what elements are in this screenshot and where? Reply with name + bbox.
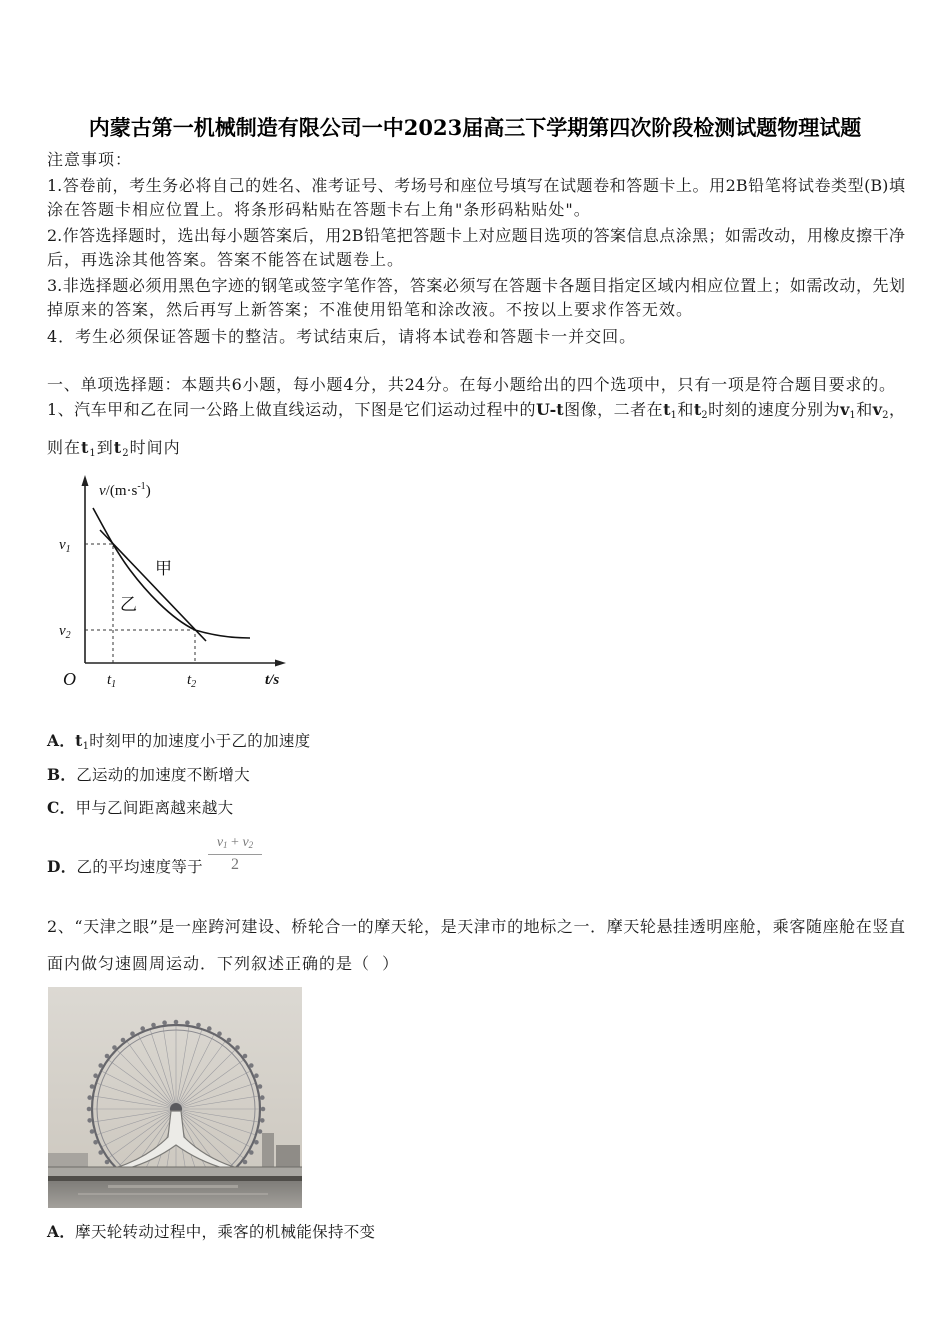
graph-y-axis-arrow xyxy=(82,475,89,486)
q1-option-a-sub: 1 xyxy=(82,741,90,752)
velocity-time-graph xyxy=(55,470,300,695)
wheel-gondola xyxy=(235,1045,240,1050)
q1-option-d xyxy=(47,857,203,877)
q2-stem-line-2: 面内做匀速圆周运动．下列叙述正确的是（ ） xyxy=(47,954,400,973)
wheel-gondola xyxy=(196,1023,201,1028)
q1-option-b-label: B． xyxy=(47,765,77,784)
wheel-gondola xyxy=(254,1140,259,1145)
q1-stem-var: v xyxy=(872,400,883,419)
q1-stem-sub: 1 xyxy=(670,410,677,421)
q1-stem-text: 和 xyxy=(855,400,873,419)
wheel-gondola xyxy=(121,1038,126,1043)
section-heading-single-choice: 一、单项选择题：本题共6小题，每小题4分，共24分。在每小题给出的四个选项中，只有一项是符合题目要求的。 xyxy=(47,375,895,394)
q2-option-a-text: 摩天轮转动过程中，乘客的机械能保持不变 xyxy=(75,1223,376,1241)
wheel-gondola xyxy=(112,1045,117,1050)
photo-building-tower xyxy=(262,1133,274,1169)
numerator-var: v xyxy=(216,835,224,850)
q1-stem-text: 到 xyxy=(96,438,114,457)
wheel-gondola xyxy=(174,1020,179,1025)
q1-option-b-text: 乙运动的加速度不断增大 xyxy=(76,766,251,784)
q2-stem-line-1: 2、“天津之眼”是一座跨河建设、桥轮合一的摩天轮，是天津市的地标之一．摩天轮悬挂透明座舱，乘客随座舱在竖直 xyxy=(47,917,905,936)
q1-option-d-label: D． xyxy=(47,857,77,876)
notice-item-3-line-2: 掉原来的答案，然后再写上新答案；不准使用铅笔和涂改液。不按以上要求作答无效。 xyxy=(47,300,694,319)
graph-t2-label xyxy=(187,672,196,690)
q1-stem-line-2 xyxy=(47,438,181,458)
graph-v2-var: v xyxy=(59,623,66,639)
notice-item-1-line-2: 涂在答题卡相应位置上。将条形码粘贴在答题卡右上角"条形码粘贴处"。 xyxy=(47,200,591,219)
q1-stem-var: U-t xyxy=(535,400,564,419)
wheel-gondola xyxy=(261,1107,266,1112)
wheel-gondola xyxy=(87,1095,92,1100)
bridge-shadow xyxy=(48,1176,302,1181)
graph-t2-var: t xyxy=(187,672,192,688)
graph-v2-label xyxy=(59,623,71,641)
q1-option-c-text: 甲与乙间距离越来越大 xyxy=(75,799,234,817)
graph-t1-label xyxy=(107,672,116,690)
graph-y-axis-label xyxy=(99,481,151,499)
wheel-gondola xyxy=(185,1020,190,1025)
wheel-gondola xyxy=(90,1129,95,1134)
fraction-numerator xyxy=(208,834,262,855)
q1-stem-var: t xyxy=(113,438,123,457)
river-reflection xyxy=(78,1193,268,1195)
wheel-gondola xyxy=(87,1118,92,1123)
wheel-gondola xyxy=(227,1038,232,1043)
wheel-gondola xyxy=(258,1084,263,1089)
q1-stem-sub: 1 xyxy=(89,448,97,459)
wheel-gondola xyxy=(105,1054,110,1059)
notice-heading: 注意事项： xyxy=(47,150,133,169)
q1-stem-text: ， xyxy=(888,400,905,419)
wheel-gondola xyxy=(249,1150,254,1155)
q1-stem-sub: 2 xyxy=(701,410,708,421)
graph-y-axis-unit: /(m·s xyxy=(105,483,138,499)
numerator-sub: 2 xyxy=(248,840,254,850)
wheel-gondola xyxy=(217,1031,222,1036)
q1-stem-text: 时间内 xyxy=(129,438,181,457)
wheel-gondola xyxy=(87,1107,92,1112)
numerator-var: v xyxy=(242,835,249,850)
q1-stem-sub: 2 xyxy=(122,448,130,459)
wheel-gondola xyxy=(243,1160,248,1165)
graph-v1-sub: 1 xyxy=(65,544,71,555)
q1-stem-text: 1、汽车甲和乙在同一公路上做直线运动，下图是它们运动过程中的 xyxy=(47,400,536,419)
numerator-plus: + xyxy=(227,835,243,850)
q1-stem-var: t xyxy=(693,400,702,419)
notice-item-2-line-2: 后，再选涂其他答案。答案不能答在试题卷上。 xyxy=(47,250,405,269)
q1-option-c xyxy=(47,798,233,818)
graph-t1-var: t xyxy=(107,672,112,688)
q1-stem-text: 和 xyxy=(676,400,694,419)
notice-item-2-line-1: 2.作答选择题时，选出每小题答案后，用2B铅笔把答题卡上对应题目选项的答案信息点涂黑；如需改动，用橡皮擦干净 xyxy=(47,226,905,245)
ferris-wheel-photo xyxy=(48,987,302,1208)
graph-label-yi: 乙 xyxy=(120,595,137,614)
page-title: 内蒙古第一机械制造有限公司一中2023届高三下学期第四次阶段检测试题物理试题 xyxy=(88,115,862,140)
q1-option-b xyxy=(47,765,250,785)
notice-item-1-line-1: 1.答卷前，考生务必将自己的姓名、准考证号、考场号和座位号填写在试题卷和答题卡上。用2B铅笔将试卷类型(B)填 xyxy=(47,176,905,195)
graph-label-jia: 甲 xyxy=(155,559,172,578)
q1-stem-var: t xyxy=(663,400,671,419)
wheel-gondola xyxy=(93,1073,98,1078)
river-reflection xyxy=(108,1185,238,1188)
graph-v2-sub: 2 xyxy=(65,630,71,641)
graph-v1-t1-guide xyxy=(85,544,113,663)
wheel-gondola xyxy=(93,1140,98,1145)
q1-option-a-label: A． xyxy=(47,731,76,750)
q1-option-d-text: 乙的平均速度等于 xyxy=(76,858,203,876)
q2-option-a-label: A． xyxy=(47,1222,76,1241)
wheel-gondola xyxy=(90,1084,95,1089)
wheel-gondola xyxy=(243,1054,248,1059)
fraction-denominator: 2 xyxy=(231,856,239,873)
notice-item-4: 4．考生必须保证答题卡的整洁。考试结束后，请将本试卷和答题卡一并交回。 xyxy=(47,327,637,346)
wheel-gondola xyxy=(260,1118,265,1123)
q2-option-a xyxy=(47,1222,375,1242)
wheel-gondola xyxy=(130,1031,135,1036)
wheel-gondola xyxy=(254,1073,259,1078)
q1-stem-sub: 1 xyxy=(849,410,856,421)
graph-v2-t2-guide xyxy=(85,630,195,663)
bridge-deck xyxy=(48,1167,302,1176)
wheel-gondola xyxy=(105,1160,110,1165)
graph-v1-var: v xyxy=(59,537,66,553)
wheel-gondola xyxy=(98,1150,103,1155)
graph-x-axis-label: t/s xyxy=(265,672,280,688)
graph-y-axis-var: v xyxy=(99,483,106,499)
graph-x-axis-arrow xyxy=(275,660,286,667)
graph-y-axis-unit-exp: -1 xyxy=(137,481,146,492)
graph-v1-label xyxy=(59,537,71,555)
graph-t2-sub: 2 xyxy=(191,679,197,690)
wheel-gondola xyxy=(249,1063,254,1068)
wheel-gondola xyxy=(140,1026,145,1031)
q1-stem-text: 图像，二者在 xyxy=(563,400,664,419)
graph-t1-sub: 1 xyxy=(111,679,117,690)
q1-stem-text: 时刻的速度分别为 xyxy=(707,400,841,419)
numerator-sub: 1 xyxy=(223,840,228,850)
wheel-gondola xyxy=(258,1129,263,1134)
q1-option-c-label: C． xyxy=(47,798,76,817)
graph-line-jia xyxy=(100,530,206,641)
q1-stem-sub: 2 xyxy=(882,410,889,421)
wheel-gondola xyxy=(151,1023,156,1028)
wheel-gondola xyxy=(162,1020,167,1025)
q1-option-d-fraction xyxy=(208,834,262,875)
q1-stem-var: v xyxy=(840,400,850,419)
q1-stem-text: 则在 xyxy=(47,438,82,457)
graph-origin-label: O xyxy=(63,669,76,689)
q1-option-a xyxy=(47,731,310,751)
q1-stem-line-1 xyxy=(47,400,905,420)
notice-item-3-line-1: 3.非选择题必须用黑色字迹的钢笔或签字笔作答，答案必须写在答题卡各题目指定区域内相应位置上；如需改动，先划 xyxy=(47,276,905,295)
q1-option-a-var: t xyxy=(75,731,83,750)
q1-option-a-text: 时刻甲的加速度小于乙的加速度 xyxy=(89,732,311,750)
graph-y-axis-unit-close: ) xyxy=(145,483,151,499)
wheel-gondola xyxy=(260,1095,265,1100)
wheel-gondola xyxy=(207,1026,212,1031)
photo-building-right xyxy=(276,1145,300,1169)
wheel-gondola xyxy=(98,1063,103,1068)
q1-stem-var: t xyxy=(81,438,90,457)
